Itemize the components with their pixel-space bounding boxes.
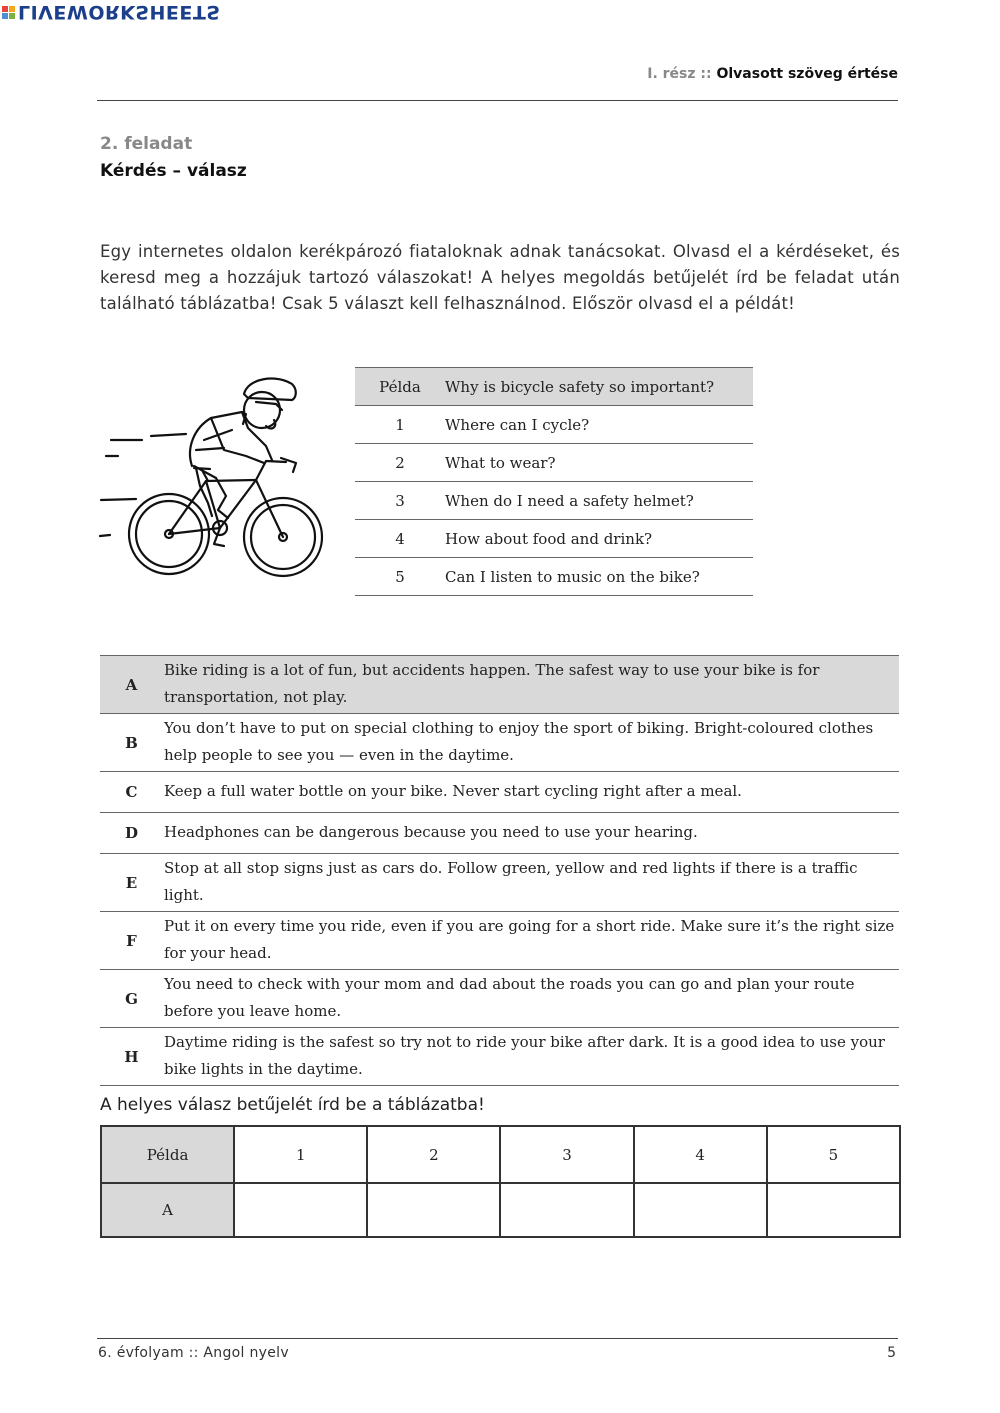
answer-text: Put it on every time you ride, even if you are going for a short ride. Make sure it’s the right size for your head. — [163, 912, 899, 970]
answer-row — [100, 1028, 899, 1086]
question-number: Példa — [355, 368, 445, 406]
grid-header: 4 — [634, 1126, 767, 1183]
logo-text: LIVEWORKSHEETS — [18, 1, 221, 23]
answer-text: Daytime riding is the safest so try not to ride your bike after dark. It is a good idea to use your bike lights in the daytime. — [163, 1028, 899, 1086]
header-separator: :: — [700, 66, 712, 82]
grid-header: 2 — [367, 1126, 500, 1183]
answer-row — [100, 912, 899, 970]
question-row — [355, 444, 753, 482]
answer-grid-value-row — [101, 1183, 900, 1237]
answer-cell-3[interactable] — [500, 1183, 633, 1237]
question-text: Why is bicycle safety so important? — [445, 368, 753, 406]
answer-text: You need to check with your mom and dad about the roads you can go and plan your route before you leave home. — [163, 970, 899, 1028]
answer-letter: H — [100, 1028, 163, 1086]
answers-table — [100, 655, 899, 1086]
grid-header: 3 — [500, 1126, 633, 1183]
answer-cell-1[interactable] — [234, 1183, 367, 1237]
question-row — [355, 558, 753, 596]
answer-text: Bike riding is a lot of fun, but accidents happen. The safest way to use your bike is for transportation, not play. — [163, 656, 899, 714]
answer-cell-5[interactable] — [767, 1183, 900, 1237]
answer-text: Headphones can be dangerous because you need to use your hearing. — [163, 813, 899, 854]
question-row — [355, 406, 753, 444]
question-number: 1 — [355, 406, 445, 444]
answer-letter: D — [100, 813, 163, 854]
questions-table — [355, 367, 753, 596]
answer-letter: E — [100, 854, 163, 912]
answer-grid — [100, 1125, 901, 1238]
grid-header-example: Példa — [101, 1126, 234, 1183]
answer-cell-4[interactable] — [634, 1183, 767, 1237]
part-label: I. rész — [647, 66, 696, 82]
grid-header: 1 — [234, 1126, 367, 1183]
question-number: 5 — [355, 558, 445, 596]
answer-row — [100, 714, 899, 772]
answer-text: Keep a full water bottle on your bike. Never start cycling right after a meal. — [163, 772, 899, 813]
cyclist-illustration — [96, 368, 336, 596]
answer-row — [100, 772, 899, 813]
question-row — [355, 520, 753, 558]
footer-grade-subject: 6. évfolyam :: Angol nyelv — [98, 1345, 289, 1361]
answer-row — [100, 970, 899, 1028]
question-text: How about food and drink? — [445, 520, 753, 558]
task-instructions: Egy internetes oldalon kerékpározó fiataloknak adnak tanácsokat. Olvasd el a kérdéseket, és keresd meg a hozzájuk tartozó válaszokat! A helyes megoldás betűjelét írd be feladat után található táblázatba! Csak 5 választ kell felhasználnod. Először olvasd el a példát! — [100, 242, 900, 313]
page-number: 5 — [887, 1345, 896, 1361]
question-row-example — [355, 368, 753, 406]
answer-text: Stop at all stop signs just as cars do. Follow green, yellow and red lights if there is a traffic light. — [163, 854, 899, 912]
grid-example-answer: A — [101, 1183, 234, 1237]
task-title: Kérdés – válasz — [100, 161, 247, 181]
answer-letter: F — [100, 912, 163, 970]
question-text: What to wear? — [445, 444, 753, 482]
question-number: 2 — [355, 444, 445, 482]
answer-letter: C — [100, 772, 163, 813]
grid-header: 5 — [767, 1126, 900, 1183]
footer-divider — [97, 1338, 898, 1339]
logo-squares-icon — [2, 6, 15, 19]
answer-row — [100, 813, 899, 854]
question-text: Where can I cycle? — [445, 406, 753, 444]
answer-cell-2[interactable] — [367, 1183, 500, 1237]
answer-letter: G — [100, 970, 163, 1028]
question-text: Can I listen to music on the bike? — [445, 558, 753, 596]
liveworksheets-logo — [2, 2, 221, 22]
question-number: 3 — [355, 482, 445, 520]
question-number: 4 — [355, 520, 445, 558]
answer-letter: B — [100, 714, 163, 772]
section-title: Olvasott szöveg értése — [716, 66, 898, 82]
answer-row — [100, 854, 899, 912]
question-text: When do I need a safety helmet? — [445, 482, 753, 520]
answer-row-example — [100, 656, 899, 714]
section-header — [647, 66, 898, 82]
answer-grid-header-row — [101, 1126, 900, 1183]
answer-letter: A — [100, 656, 163, 714]
answer-text: You don’t have to put on special clothing to enjoy the sport of biking. Bright-coloured clothes help people to see you — even in the daytime. — [163, 714, 899, 772]
answer-instruction: A helyes válasz betűjelét írd be a táblázatba! — [100, 1095, 485, 1115]
question-row — [355, 482, 753, 520]
header-divider — [97, 100, 898, 101]
task-number: 2. feladat — [100, 134, 193, 154]
